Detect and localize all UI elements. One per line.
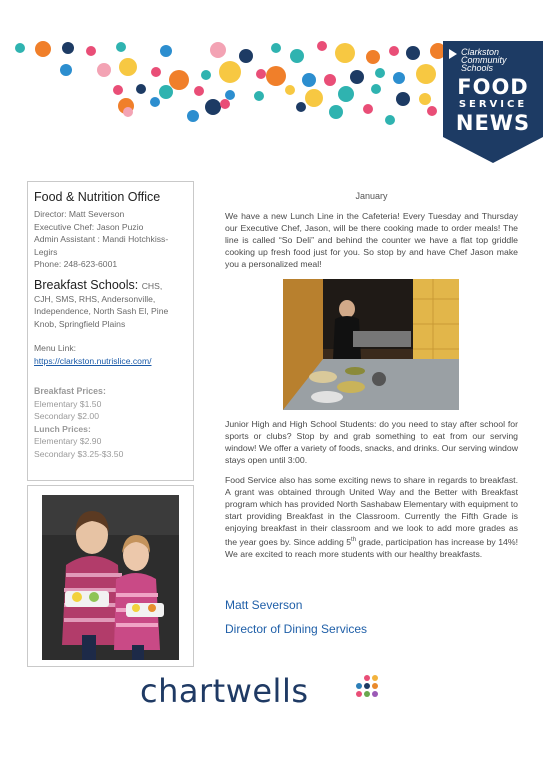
badge-service: SERVICE bbox=[458, 99, 528, 110]
sidebar-info-box bbox=[27, 181, 194, 481]
decorative-dot bbox=[389, 46, 399, 56]
students-photo-frame bbox=[27, 485, 194, 667]
decorative-dot bbox=[151, 67, 161, 77]
decorative-dot bbox=[136, 84, 146, 94]
badge-news: NEWS bbox=[455, 111, 531, 135]
decorative-dot bbox=[123, 107, 133, 117]
decorative-dot bbox=[329, 105, 343, 119]
cafeteria-line-photo bbox=[283, 279, 459, 410]
decorative-dot bbox=[363, 104, 373, 114]
decorative-dot bbox=[324, 74, 336, 86]
decorative-dot bbox=[201, 70, 211, 80]
chartwells-dots-icon bbox=[355, 674, 385, 704]
decorative-dot bbox=[350, 70, 364, 84]
decorative-dot bbox=[205, 99, 221, 115]
school-line: CJH, SMS, RHS, Andersonville, bbox=[34, 293, 156, 304]
decorative-dot bbox=[366, 50, 380, 64]
decorative-dot bbox=[62, 42, 74, 54]
price-line: Secondary $2.00 bbox=[34, 411, 99, 421]
decorative-dot bbox=[256, 69, 266, 79]
decorative-dot bbox=[113, 85, 123, 95]
price-line: Elementary $1.50 bbox=[34, 398, 102, 409]
decorative-dot bbox=[266, 66, 286, 86]
school-line: Independence, North Sash El, Pine bbox=[34, 306, 169, 316]
chartwells-logo: chartwells bbox=[140, 672, 309, 710]
staff-line: Legirs bbox=[34, 246, 58, 257]
decorative-dot bbox=[305, 89, 323, 107]
decorative-dot bbox=[371, 84, 381, 94]
decorative-dot bbox=[219, 61, 241, 83]
clarkston-logo: Clarkston Community Schools bbox=[461, 47, 507, 73]
price-line: Elementary $2.90 bbox=[34, 436, 102, 446]
food-service-news-badge bbox=[443, 41, 543, 163]
decorative-dot bbox=[406, 46, 420, 60]
decorative-dot bbox=[210, 42, 226, 58]
decorative-dot bbox=[194, 86, 204, 96]
decorative-dot bbox=[285, 85, 295, 95]
breakfast-prices-heading: Breakfast Prices: bbox=[34, 386, 106, 396]
students-breakfast-photo bbox=[42, 495, 179, 660]
decorative-dot bbox=[239, 49, 253, 63]
decorative-dot bbox=[317, 41, 327, 51]
staff-line: Director: Matt Severson bbox=[34, 209, 125, 219]
decorative-dot bbox=[296, 102, 306, 112]
decorative-dot bbox=[335, 43, 355, 63]
decorative-dot bbox=[385, 115, 395, 125]
decorative-dot bbox=[254, 91, 264, 101]
decorative-dot bbox=[15, 43, 25, 53]
staff-line: Admin Assistant : Mandi Hotchkiss- bbox=[34, 234, 169, 244]
decorative-dot bbox=[396, 92, 410, 106]
signature-title: Director of Dining Services bbox=[225, 622, 368, 636]
breakfast-grant-paragraph: Food Service also has some exciting news to share in regards to breakfast. A grant was obtained through United Way and the Better with Breakfast program which has provided North Sashabaw Elementary with equipment to start providing Breakfast in the Classroom. Currently the Fifth Grade is enjoying breakfast in their classroom and we look to add more grades as the year goes by. Since adding 5th grade, participation has increase by 14%! We are excited to reach more students with our healthy breakfasts. bbox=[225, 475, 518, 559]
price-line: Secondary $3.25-$3.50 bbox=[34, 448, 124, 459]
serving-window-paragraph: Junior High and High School Students: do you need to stay after school for sports or clubs? Stop by and grab something to eat from our serving window! We offer a variety of foods, snacks, and drinks. Our serving window stays open until 3:00. bbox=[225, 419, 518, 465]
phone-line: Phone: 248-623-6001 bbox=[34, 259, 118, 269]
decorative-dot bbox=[169, 70, 189, 90]
decorative-dot bbox=[416, 64, 436, 84]
decorative-dot bbox=[187, 110, 199, 122]
decorative-dot bbox=[220, 99, 230, 109]
decorative-dot bbox=[150, 97, 160, 107]
school-line: Knob, Springfield Plains bbox=[34, 318, 126, 329]
so-deli-paragraph: We have a new Lunch Line in the Cafeteria! Every Tuesday and Thursday our Executive Chef, Jason, will be there cooking made to order meals! The line is called “So Deli” and behind the counter we have a flat top griddle cooking up fresh food just for you. So stop by and have Chef Jason make you a personalized meal! bbox=[225, 211, 518, 269]
signature-name: Matt Severson bbox=[225, 598, 303, 612]
decorative-dot bbox=[271, 43, 281, 53]
month-heading: January bbox=[355, 191, 388, 201]
decorative-dot bbox=[427, 106, 437, 116]
office-title: Food & Nutrition Office bbox=[34, 190, 161, 204]
decorative-dot bbox=[35, 41, 51, 57]
decorative-dot bbox=[119, 58, 137, 76]
decorative-dot bbox=[116, 42, 126, 52]
decorative-dot bbox=[225, 90, 235, 100]
decorative-dot bbox=[97, 63, 111, 77]
breakfast-schools-heading: Breakfast Schools: CHS, bbox=[34, 277, 163, 292]
decorative-dot bbox=[393, 72, 405, 84]
decorative-dot bbox=[86, 46, 96, 56]
menu-label: Menu Link: bbox=[34, 343, 77, 353]
decorative-dot bbox=[302, 73, 316, 87]
decorative-dot bbox=[60, 64, 72, 76]
decorative-dot bbox=[159, 85, 173, 99]
staff-line: Executive Chef: Jason Puzio bbox=[34, 221, 144, 232]
lunch-prices-heading: Lunch Prices: bbox=[34, 423, 91, 434]
decorative-dot bbox=[290, 49, 304, 63]
decorative-dot bbox=[375, 68, 385, 78]
decorative-dot bbox=[160, 45, 172, 57]
decorative-dot bbox=[338, 86, 354, 102]
decorative-dots-banner bbox=[0, 0, 450, 140]
menu-link[interactable]: https://clarkston.nutrislice.com/ bbox=[34, 355, 152, 366]
badge-food: FOOD bbox=[457, 75, 529, 99]
decorative-dot bbox=[419, 93, 431, 105]
